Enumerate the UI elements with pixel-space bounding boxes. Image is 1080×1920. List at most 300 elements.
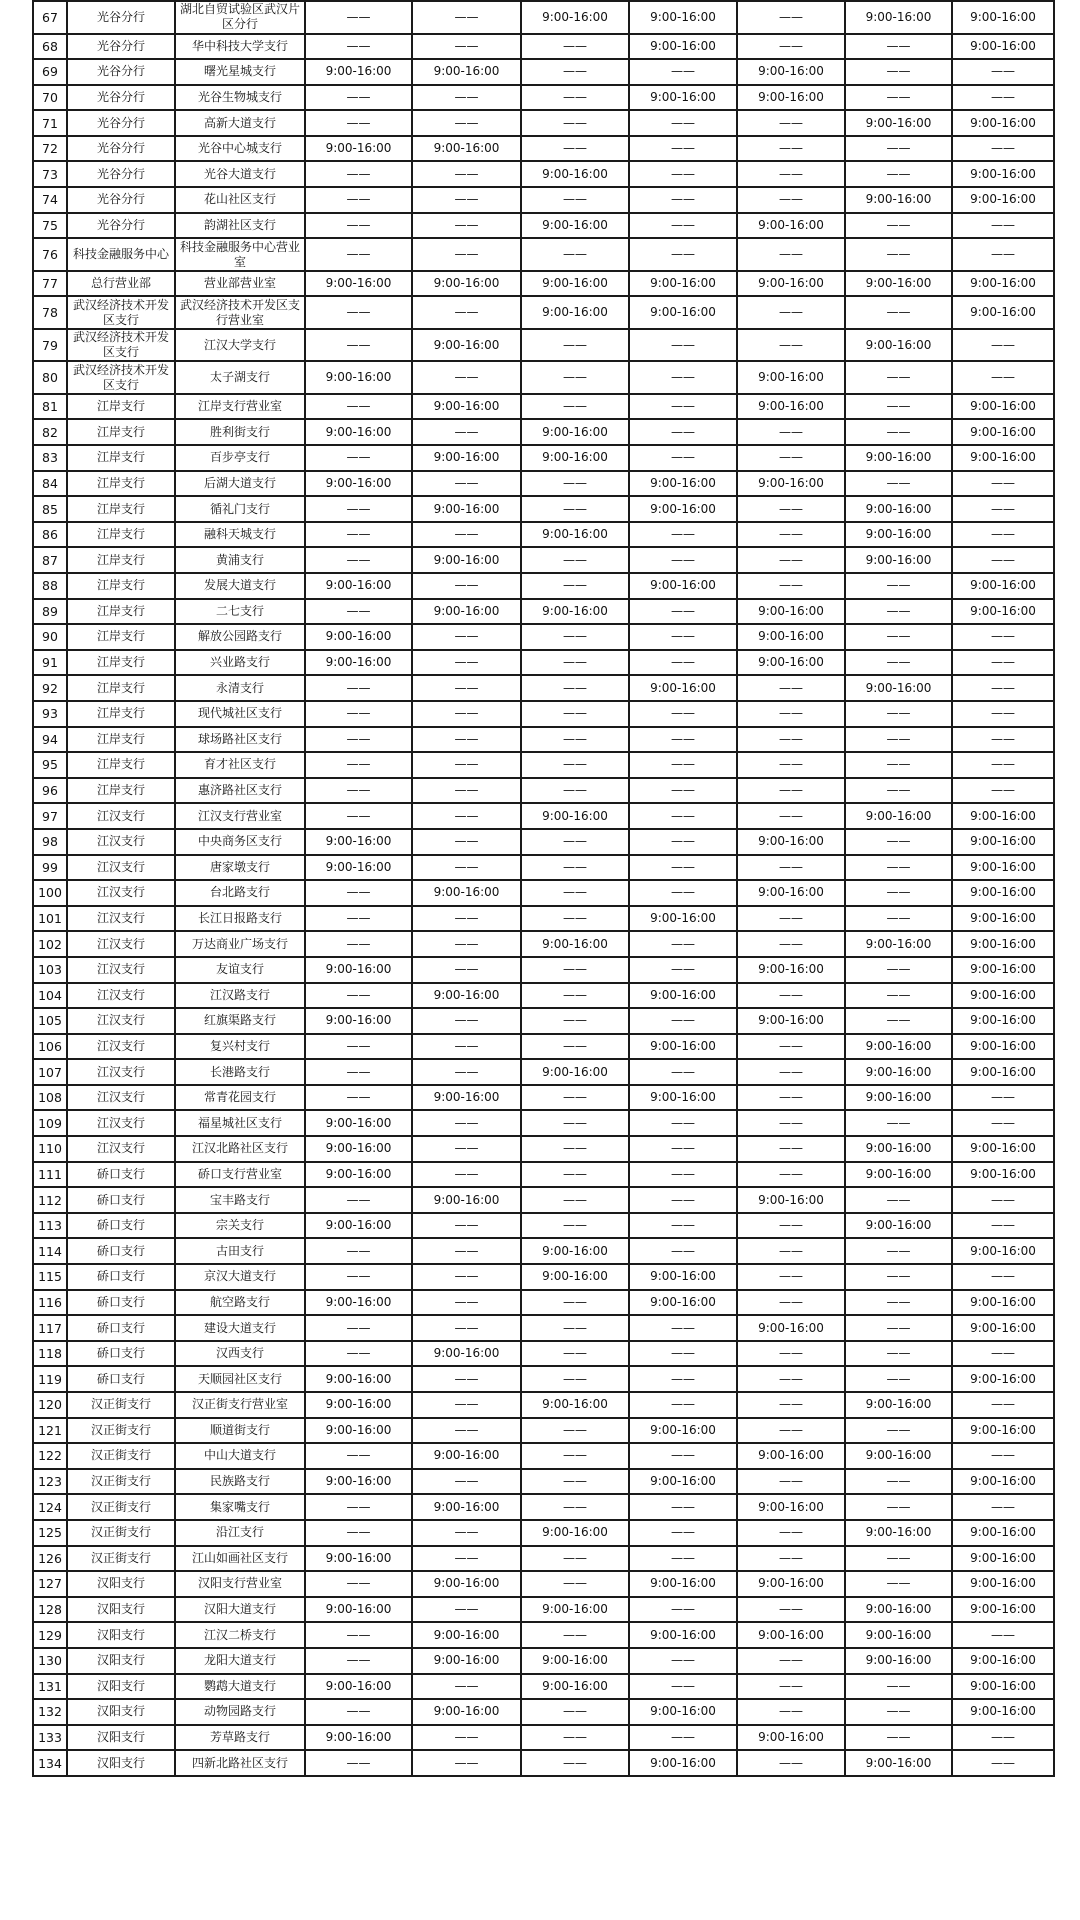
day-cell: —— — [629, 701, 737, 727]
sub-branch-cell: 龙阳大道支行 — [175, 1648, 305, 1674]
sub-branch-cell: 长港路支行 — [175, 1059, 305, 1085]
row-number-cell: 81 — [33, 394, 67, 420]
day-cell: —— — [629, 1520, 737, 1546]
day-cell: 9:00-16:00 — [305, 573, 412, 599]
sub-branch-cell: 江汉路支行 — [175, 983, 305, 1009]
day-cell: —— — [737, 727, 845, 753]
day-cell: 9:00-16:00 — [737, 957, 845, 983]
day-cell: 9:00-16:00 — [737, 624, 845, 650]
day-cell: —— — [521, 1136, 629, 1162]
day-cell: —— — [845, 1341, 952, 1367]
day-cell: 9:00-16:00 — [629, 1034, 737, 1060]
day-cell: 9:00-16:00 — [412, 1443, 521, 1469]
day-cell: —— — [629, 213, 737, 239]
table-row — [33, 573, 1054, 599]
table-row — [33, 957, 1054, 983]
day-cell: 9:00-16:00 — [412, 1648, 521, 1674]
row-number-cell: 132 — [33, 1699, 67, 1725]
day-cell: 9:00-16:00 — [952, 1571, 1054, 1597]
day-cell: —— — [521, 394, 629, 420]
table-row — [33, 1725, 1054, 1751]
day-cell: —— — [629, 1238, 737, 1264]
sub-branch-cell: 花山社区支行 — [175, 187, 305, 213]
branch-cell: 硚口支行 — [67, 1290, 175, 1316]
day-cell: —— — [845, 161, 952, 187]
day-cell: 9:00-16:00 — [305, 1366, 412, 1392]
branch-cell: 江岸支行 — [67, 778, 175, 804]
day-cell: 9:00-16:00 — [952, 906, 1054, 932]
day-cell: —— — [629, 110, 737, 136]
sub-branch-cell: 唐家墩支行 — [175, 855, 305, 881]
day-cell: —— — [412, 471, 521, 497]
day-cell: 9:00-16:00 — [952, 1699, 1054, 1725]
branch-cell: 汉正街支行 — [67, 1469, 175, 1495]
row-number-cell: 118 — [33, 1341, 67, 1367]
day-cell: —— — [845, 59, 952, 85]
day-cell: 9:00-16:00 — [952, 1520, 1054, 1546]
day-cell: 9:00-16:00 — [412, 329, 521, 362]
table-row — [33, 1648, 1054, 1674]
day-cell: 9:00-16:00 — [737, 85, 845, 111]
sub-branch-cell: 育才社区支行 — [175, 752, 305, 778]
day-cell: 9:00-16:00 — [845, 1750, 952, 1776]
day-cell: —— — [305, 1750, 412, 1776]
day-cell: 9:00-16:00 — [952, 1366, 1054, 1392]
day-cell: —— — [952, 727, 1054, 753]
day-cell: —— — [629, 1494, 737, 1520]
day-cell: —— — [737, 329, 845, 362]
row-number-cell: 93 — [33, 701, 67, 727]
day-cell: —— — [952, 1264, 1054, 1290]
sub-branch-cell: 光谷生物城支行 — [175, 85, 305, 111]
day-cell: 9:00-16:00 — [845, 496, 952, 522]
day-cell: —— — [412, 931, 521, 957]
day-cell: —— — [412, 1136, 521, 1162]
table-row — [33, 1110, 1054, 1136]
day-cell: —— — [412, 727, 521, 753]
row-number-cell: 103 — [33, 957, 67, 983]
day-cell: 9:00-16:00 — [952, 34, 1054, 60]
day-cell: 9:00-16:00 — [952, 1238, 1054, 1264]
branch-cell: 光谷分行 — [67, 85, 175, 111]
day-cell: —— — [629, 957, 737, 983]
branch-cell: 汉正街支行 — [67, 1520, 175, 1546]
day-cell: —— — [305, 701, 412, 727]
day-cell: —— — [845, 650, 952, 676]
day-cell: —— — [305, 727, 412, 753]
day-cell: —— — [629, 361, 737, 394]
sub-branch-cell: 解放公园路支行 — [175, 624, 305, 650]
table-row — [33, 213, 1054, 239]
day-cell: —— — [412, 1213, 521, 1239]
day-cell: 9:00-16:00 — [845, 1034, 952, 1060]
day-cell: 9:00-16:00 — [305, 471, 412, 497]
day-cell: —— — [629, 752, 737, 778]
day-cell: 9:00-16:00 — [305, 1008, 412, 1034]
day-cell: —— — [412, 1059, 521, 1085]
day-cell: 9:00-16:00 — [629, 496, 737, 522]
day-cell: 9:00-16:00 — [845, 110, 952, 136]
day-cell: —— — [305, 983, 412, 1009]
day-cell: 9:00-16:00 — [845, 1622, 952, 1648]
day-cell: 9:00-16:00 — [845, 187, 952, 213]
day-cell: —— — [737, 136, 845, 162]
day-cell: —— — [521, 1085, 629, 1111]
sub-branch-cell: 中央商务区支行 — [175, 829, 305, 855]
row-number-cell: 134 — [33, 1750, 67, 1776]
day-cell: —— — [845, 1315, 952, 1341]
day-cell: —— — [845, 1469, 952, 1495]
branch-cell: 光谷分行 — [67, 59, 175, 85]
branch-cell: 硚口支行 — [67, 1162, 175, 1188]
day-cell: 9:00-16:00 — [845, 803, 952, 829]
row-number-cell: 130 — [33, 1648, 67, 1674]
branch-cell: 江岸支行 — [67, 522, 175, 548]
day-cell: —— — [845, 1546, 952, 1572]
day-cell: —— — [737, 1469, 845, 1495]
day-cell: —— — [845, 880, 952, 906]
table-row — [33, 1699, 1054, 1725]
day-cell: —— — [845, 296, 952, 329]
row-number-cell: 107 — [33, 1059, 67, 1085]
day-cell: 9:00-16:00 — [952, 394, 1054, 420]
branch-cell: 汉阳支行 — [67, 1648, 175, 1674]
sub-branch-cell: 中山大道支行 — [175, 1443, 305, 1469]
day-cell: —— — [412, 213, 521, 239]
row-number-cell: 99 — [33, 855, 67, 881]
table-row — [33, 1469, 1054, 1495]
day-cell: —— — [412, 1290, 521, 1316]
day-cell: 9:00-16:00 — [952, 1469, 1054, 1495]
day-cell: 9:00-16:00 — [952, 1136, 1054, 1162]
day-cell: —— — [737, 1366, 845, 1392]
sub-branch-cell: 江汉二桥支行 — [175, 1622, 305, 1648]
day-cell: 9:00-16:00 — [952, 599, 1054, 625]
day-cell: —— — [845, 1008, 952, 1034]
day-cell: —— — [305, 187, 412, 213]
row-number-cell: 128 — [33, 1597, 67, 1623]
day-cell: —— — [629, 445, 737, 471]
table-row — [33, 445, 1054, 471]
day-cell: —— — [845, 1366, 952, 1392]
day-cell: 9:00-16:00 — [412, 1494, 521, 1520]
day-cell: —— — [737, 701, 845, 727]
day-cell: —— — [412, 573, 521, 599]
day-cell: —— — [521, 1110, 629, 1136]
day-cell: —— — [412, 110, 521, 136]
table-row — [33, 161, 1054, 187]
row-number-cell: 108 — [33, 1085, 67, 1111]
day-cell: —— — [845, 701, 952, 727]
day-cell: —— — [629, 1597, 737, 1623]
branch-cell: 硚口支行 — [67, 1366, 175, 1392]
day-cell: —— — [521, 187, 629, 213]
row-number-cell: 71 — [33, 110, 67, 136]
sub-branch-cell: 江汉大学支行 — [175, 329, 305, 362]
day-cell: —— — [952, 213, 1054, 239]
day-cell: 9:00-16:00 — [305, 1674, 412, 1700]
sub-branch-cell: 台北路支行 — [175, 880, 305, 906]
row-number-cell: 96 — [33, 778, 67, 804]
day-cell: 9:00-16:00 — [845, 1059, 952, 1085]
table-row — [33, 1059, 1054, 1085]
sub-branch-cell: 科技金融服务中心营业室 — [175, 238, 305, 271]
day-cell: —— — [845, 34, 952, 60]
day-cell: —— — [845, 1494, 952, 1520]
day-cell: —— — [521, 1341, 629, 1367]
day-cell: 9:00-16:00 — [952, 1648, 1054, 1674]
day-cell: —— — [737, 547, 845, 573]
day-cell: —— — [521, 983, 629, 1009]
day-cell: —— — [737, 931, 845, 957]
day-cell: 9:00-16:00 — [412, 136, 521, 162]
table-row — [33, 1008, 1054, 1034]
day-cell: —— — [845, 983, 952, 1009]
row-number-cell: 104 — [33, 983, 67, 1009]
day-cell: —— — [845, 471, 952, 497]
branch-cell: 江汉支行 — [67, 906, 175, 932]
day-cell: —— — [629, 624, 737, 650]
day-cell: —— — [952, 471, 1054, 497]
day-cell: —— — [737, 573, 845, 599]
day-cell: —— — [629, 1059, 737, 1085]
row-number-cell: 105 — [33, 1008, 67, 1034]
day-cell: —— — [521, 1699, 629, 1725]
day-cell: —— — [952, 1392, 1054, 1418]
day-cell: 9:00-16:00 — [305, 855, 412, 881]
day-cell: —— — [737, 1674, 845, 1700]
day-cell: 9:00-16:00 — [412, 271, 521, 297]
day-cell: —— — [305, 1494, 412, 1520]
day-cell: —— — [305, 445, 412, 471]
table-row — [33, 803, 1054, 829]
day-cell: 9:00-16:00 — [737, 599, 845, 625]
day-cell: —— — [845, 1725, 952, 1751]
day-cell: 9:00-16:00 — [737, 880, 845, 906]
day-cell: —— — [521, 238, 629, 271]
day-cell: —— — [952, 650, 1054, 676]
day-cell: 9:00-16:00 — [521, 931, 629, 957]
table-row — [33, 701, 1054, 727]
sub-branch-cell: 顺道街支行 — [175, 1418, 305, 1444]
day-cell: 9:00-16:00 — [952, 1674, 1054, 1700]
day-cell: —— — [412, 85, 521, 111]
branch-cell: 光谷分行 — [67, 110, 175, 136]
branch-hours-table — [32, 0, 1055, 1777]
day-cell: 9:00-16:00 — [845, 271, 952, 297]
day-cell: —— — [412, 1546, 521, 1572]
day-cell: 9:00-16:00 — [305, 650, 412, 676]
table-row — [33, 1571, 1054, 1597]
row-number-cell: 120 — [33, 1392, 67, 1418]
sub-branch-cell: 长江日报路支行 — [175, 906, 305, 932]
day-cell: 9:00-16:00 — [952, 1597, 1054, 1623]
day-cell: —— — [305, 238, 412, 271]
day-cell: —— — [521, 829, 629, 855]
table-row — [33, 547, 1054, 573]
table-row — [33, 1238, 1054, 1264]
branch-cell: 江岸支行 — [67, 599, 175, 625]
day-cell: 9:00-16:00 — [629, 573, 737, 599]
table-row — [33, 1034, 1054, 1060]
day-cell: —— — [737, 296, 845, 329]
branch-cell: 汉正街支行 — [67, 1392, 175, 1418]
table-row — [33, 855, 1054, 881]
day-cell: 9:00-16:00 — [845, 1162, 952, 1188]
day-cell: —— — [737, 1648, 845, 1674]
branch-cell: 武汉经济技术开发区支行 — [67, 296, 175, 329]
day-cell: —— — [629, 1366, 737, 1392]
day-cell: —— — [412, 1366, 521, 1392]
sub-branch-cell: 宗关支行 — [175, 1213, 305, 1239]
day-cell: —— — [521, 1494, 629, 1520]
day-cell: —— — [521, 880, 629, 906]
day-cell: 9:00-16:00 — [521, 1, 629, 34]
day-cell: —— — [412, 778, 521, 804]
table-row — [33, 271, 1054, 297]
sub-branch-cell: 高新大道支行 — [175, 110, 305, 136]
day-cell: —— — [737, 419, 845, 445]
day-cell: 9:00-16:00 — [629, 1750, 737, 1776]
day-cell: —— — [629, 1725, 737, 1751]
sub-branch-cell: 福星城社区支行 — [175, 1110, 305, 1136]
day-cell: —— — [521, 85, 629, 111]
day-cell: —— — [305, 161, 412, 187]
day-cell: —— — [412, 187, 521, 213]
day-cell: —— — [952, 675, 1054, 701]
day-cell: —— — [412, 238, 521, 271]
day-cell: —— — [412, 1110, 521, 1136]
day-cell: 9:00-16:00 — [412, 1571, 521, 1597]
day-cell: —— — [629, 803, 737, 829]
day-cell: —— — [737, 1699, 845, 1725]
day-cell: 9:00-16:00 — [305, 1110, 412, 1136]
sub-branch-cell: 京汉大道支行 — [175, 1264, 305, 1290]
branch-cell: 江岸支行 — [67, 701, 175, 727]
day-cell: 9:00-16:00 — [629, 34, 737, 60]
branch-cell: 江汉支行 — [67, 880, 175, 906]
branch-cell: 硚口支行 — [67, 1238, 175, 1264]
day-cell: —— — [521, 1571, 629, 1597]
day-cell: —— — [629, 238, 737, 271]
day-cell: 9:00-16:00 — [521, 161, 629, 187]
day-cell: —— — [845, 829, 952, 855]
row-number-cell: 109 — [33, 1110, 67, 1136]
day-cell: —— — [305, 880, 412, 906]
day-cell: 9:00-16:00 — [412, 1085, 521, 1111]
day-cell: —— — [305, 803, 412, 829]
day-cell: 9:00-16:00 — [305, 1469, 412, 1495]
sub-branch-cell: 友谊支行 — [175, 957, 305, 983]
day-cell: —— — [952, 1110, 1054, 1136]
day-cell: —— — [521, 1034, 629, 1060]
day-cell: 9:00-16:00 — [952, 110, 1054, 136]
table-row — [33, 1264, 1054, 1290]
day-cell: —— — [845, 136, 952, 162]
day-cell: 9:00-16:00 — [521, 1648, 629, 1674]
branch-cell: 汉正街支行 — [67, 1494, 175, 1520]
sub-branch-cell: 天顺园社区支行 — [175, 1366, 305, 1392]
row-number-cell: 98 — [33, 829, 67, 855]
day-cell: 9:00-16:00 — [737, 650, 845, 676]
day-cell: —— — [521, 547, 629, 573]
day-cell: 9:00-16:00 — [305, 1418, 412, 1444]
day-cell: —— — [845, 419, 952, 445]
day-cell: 9:00-16:00 — [412, 880, 521, 906]
day-cell: 9:00-16:00 — [305, 829, 412, 855]
row-number-cell: 123 — [33, 1469, 67, 1495]
day-cell: 9:00-16:00 — [952, 880, 1054, 906]
day-cell: 9:00-16:00 — [521, 296, 629, 329]
day-cell: —— — [305, 1443, 412, 1469]
branch-cell: 江岸支行 — [67, 419, 175, 445]
day-cell: —— — [521, 957, 629, 983]
day-cell: —— — [521, 727, 629, 753]
day-cell: —— — [305, 110, 412, 136]
sub-branch-cell: 万达商业广场支行 — [175, 931, 305, 957]
day-cell: 9:00-16:00 — [412, 547, 521, 573]
day-cell: 9:00-16:00 — [845, 1136, 952, 1162]
day-cell: —— — [521, 701, 629, 727]
sub-branch-cell: 黄浦支行 — [175, 547, 305, 573]
row-number-cell: 112 — [33, 1187, 67, 1213]
day-cell: —— — [737, 187, 845, 213]
day-cell: 9:00-16:00 — [521, 271, 629, 297]
day-cell: —— — [412, 1418, 521, 1444]
table-row — [33, 752, 1054, 778]
table-row — [33, 1520, 1054, 1546]
day-cell: —— — [845, 1674, 952, 1700]
row-number-cell: 75 — [33, 213, 67, 239]
day-cell: —— — [737, 1213, 845, 1239]
day-cell: —— — [521, 110, 629, 136]
day-cell: —— — [952, 59, 1054, 85]
day-cell: 9:00-16:00 — [845, 547, 952, 573]
day-cell: —— — [737, 522, 845, 548]
day-cell: —— — [952, 329, 1054, 362]
day-cell: —— — [737, 110, 845, 136]
branch-cell: 汉正街支行 — [67, 1443, 175, 1469]
sub-branch-cell: 古田支行 — [175, 1238, 305, 1264]
day-cell: —— — [521, 906, 629, 932]
table-row — [33, 1546, 1054, 1572]
day-cell: 9:00-16:00 — [412, 445, 521, 471]
table-row — [33, 471, 1054, 497]
sub-branch-cell: 建设大道支行 — [175, 1315, 305, 1341]
day-cell: —— — [521, 1315, 629, 1341]
branch-cell: 汉阳支行 — [67, 1597, 175, 1623]
branch-cell: 江汉支行 — [67, 1136, 175, 1162]
day-cell: —— — [737, 1059, 845, 1085]
branch-cell: 江汉支行 — [67, 1059, 175, 1085]
table-row — [33, 1213, 1054, 1239]
sub-branch-cell: 江山如画社区支行 — [175, 1546, 305, 1572]
day-cell: —— — [629, 1674, 737, 1700]
day-cell: —— — [412, 1264, 521, 1290]
day-cell: 9:00-16:00 — [845, 1213, 952, 1239]
day-cell: 9:00-16:00 — [737, 1008, 845, 1034]
sub-branch-cell: 航空路支行 — [175, 1290, 305, 1316]
row-number-cell: 125 — [33, 1520, 67, 1546]
day-cell: —— — [412, 1750, 521, 1776]
day-cell: —— — [412, 1008, 521, 1034]
day-cell: 9:00-16:00 — [521, 445, 629, 471]
day-cell: —— — [305, 599, 412, 625]
day-cell: —— — [952, 1443, 1054, 1469]
day-cell: 9:00-16:00 — [845, 1443, 952, 1469]
day-cell: —— — [629, 778, 737, 804]
branch-cell: 科技金融服务中心 — [67, 238, 175, 271]
